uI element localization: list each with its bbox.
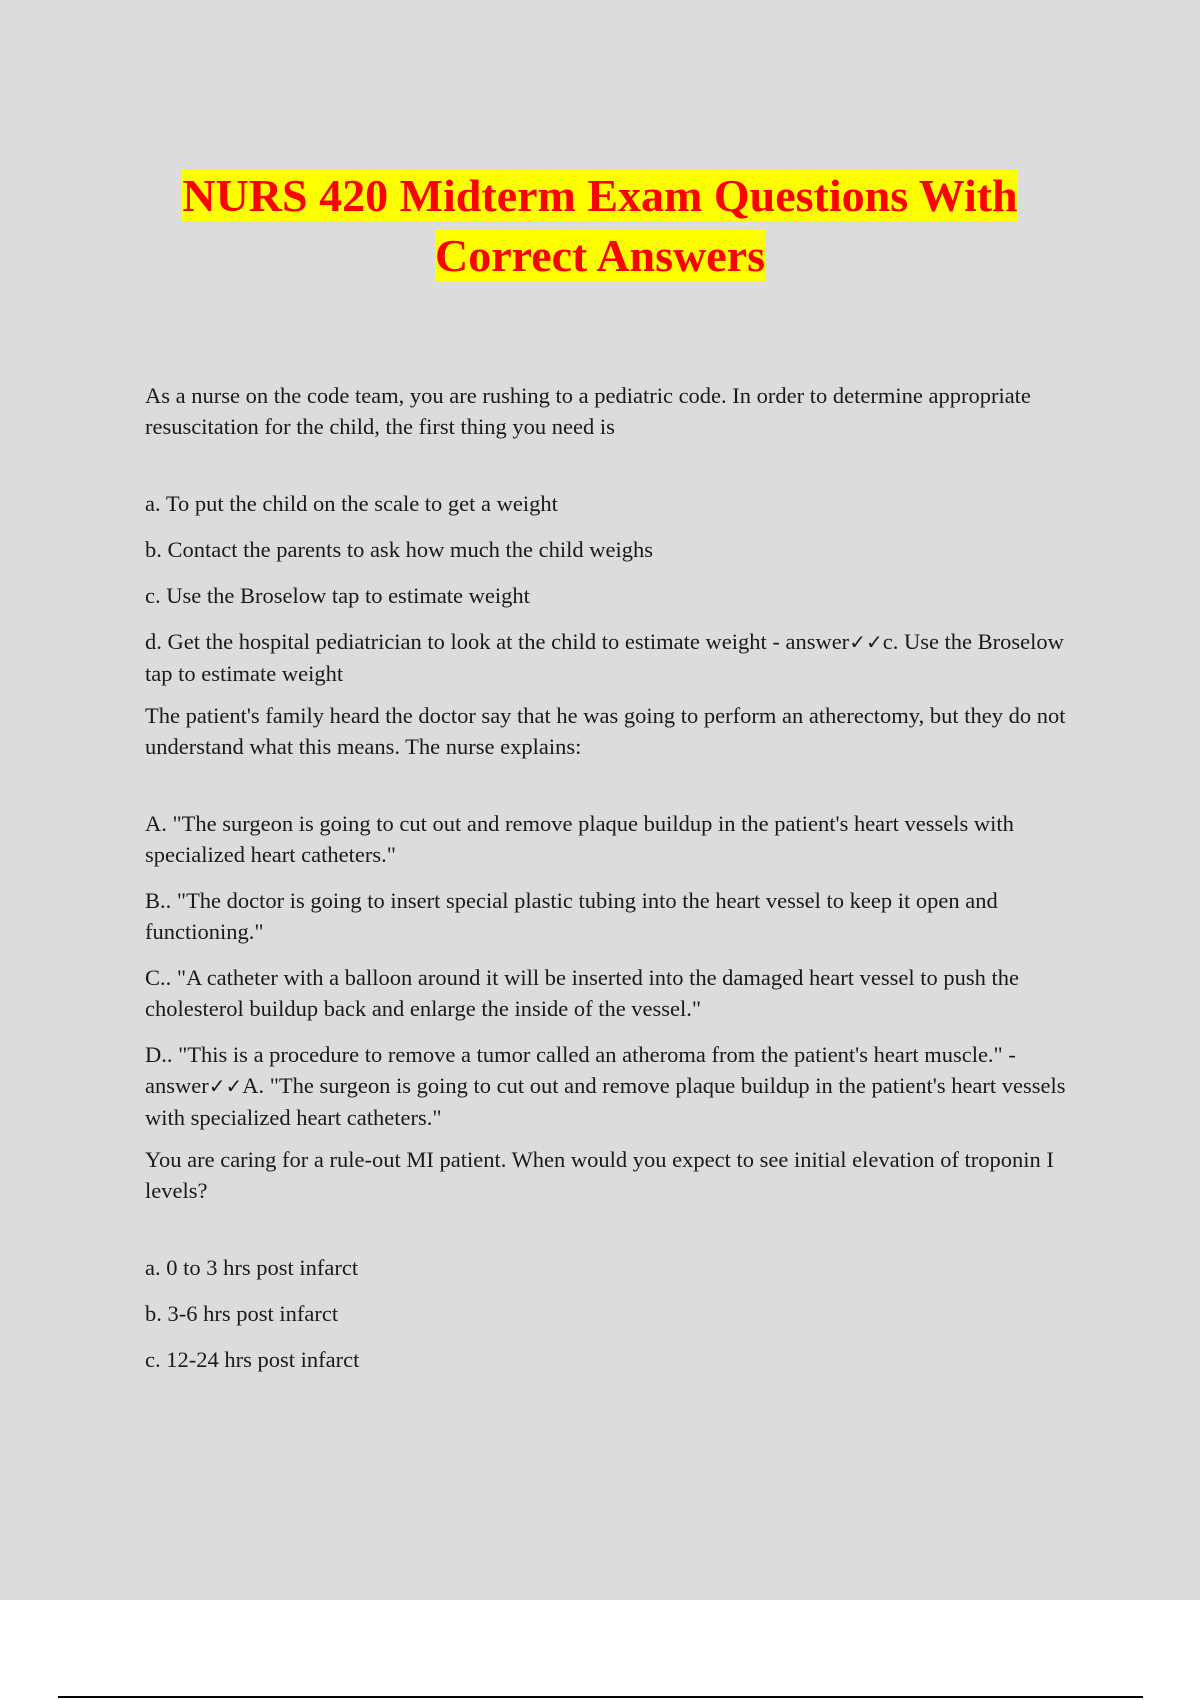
answer-check-icon: ✓✓ — [849, 630, 883, 654]
question-1-answer: c. Use the Broselow tap to estimate weight — [145, 629, 1064, 686]
question-1-option-d-with-answer — [145, 626, 1095, 689]
question-2-option-a: A. "The surgeon is going to cut out and remove plaque buildup in the patient's heart vessels with specialized heart catheters." — [145, 811, 1014, 867]
bottom-divider — [58, 1696, 1143, 1698]
question-1-option-a: a. To put the child on the scale to get a weight — [145, 491, 558, 516]
answer-check-icon: ✓✓ — [208, 1074, 243, 1098]
question-1-option-b: b. Contact the parents to ask how much the child weighs — [145, 537, 654, 562]
title-line-2: Correct Answers — [435, 230, 765, 281]
question-1-option-c: c. Use the Broselow tap to estimate weight — [145, 583, 530, 608]
question-2-option-d: D.. "This is a procedure to remove a tumor called an atheroma from the patient's heart muscle." - answer — [145, 1042, 1016, 1098]
question-2-text: The patient's family heard the doctor say that he was going to perform an atherectomy, but they do not understand what this means. The nurse explains: — [145, 703, 1066, 759]
question-3-text: You are caring for a rule-out MI patient. When would you expect to see initial elevation of troponin I levels? — [145, 1147, 1054, 1203]
question-1-text: As a nurse on the code team, you are rushing to a pediatric code. In order to determine appropriate resuscitation for the child, the first thing you need is — [145, 383, 1031, 439]
question-3-option-c: c. 12-24 hrs post infarct — [145, 1347, 360, 1372]
question-1-option-d: d. Get the hospital pediatrician to look at the child to estimate weight - answer — [145, 629, 850, 654]
question-3-option-a: a. 0 to 3 hrs post infarct — [145, 1255, 359, 1280]
question-3-option-b: b. 3-6 hrs post infarct — [145, 1301, 339, 1326]
document-title — [100, 166, 1100, 286]
question-2-answer: A. "The surgeon is going to cut out and remove plaque buildup in the patient's heart vessels with specialized heart catheters." — [145, 1073, 1066, 1130]
question-2-option-d-with-answer — [145, 1039, 1095, 1133]
question-2-option-c: C.. "A catheter with a balloon around it will be inserted into the damaged heart vessel to push the cholesterol buildup back and enlarge the inside of the vessel." — [145, 965, 1019, 1021]
document-body — [145, 380, 1095, 1390]
question-2-option-b: B.. "The doctor is going to insert special plastic tubing into the heart vessel to keep it open and functioning." — [145, 888, 998, 944]
title-line-1: NURS 420 Midterm Exam Questions With — [182, 170, 1018, 221]
